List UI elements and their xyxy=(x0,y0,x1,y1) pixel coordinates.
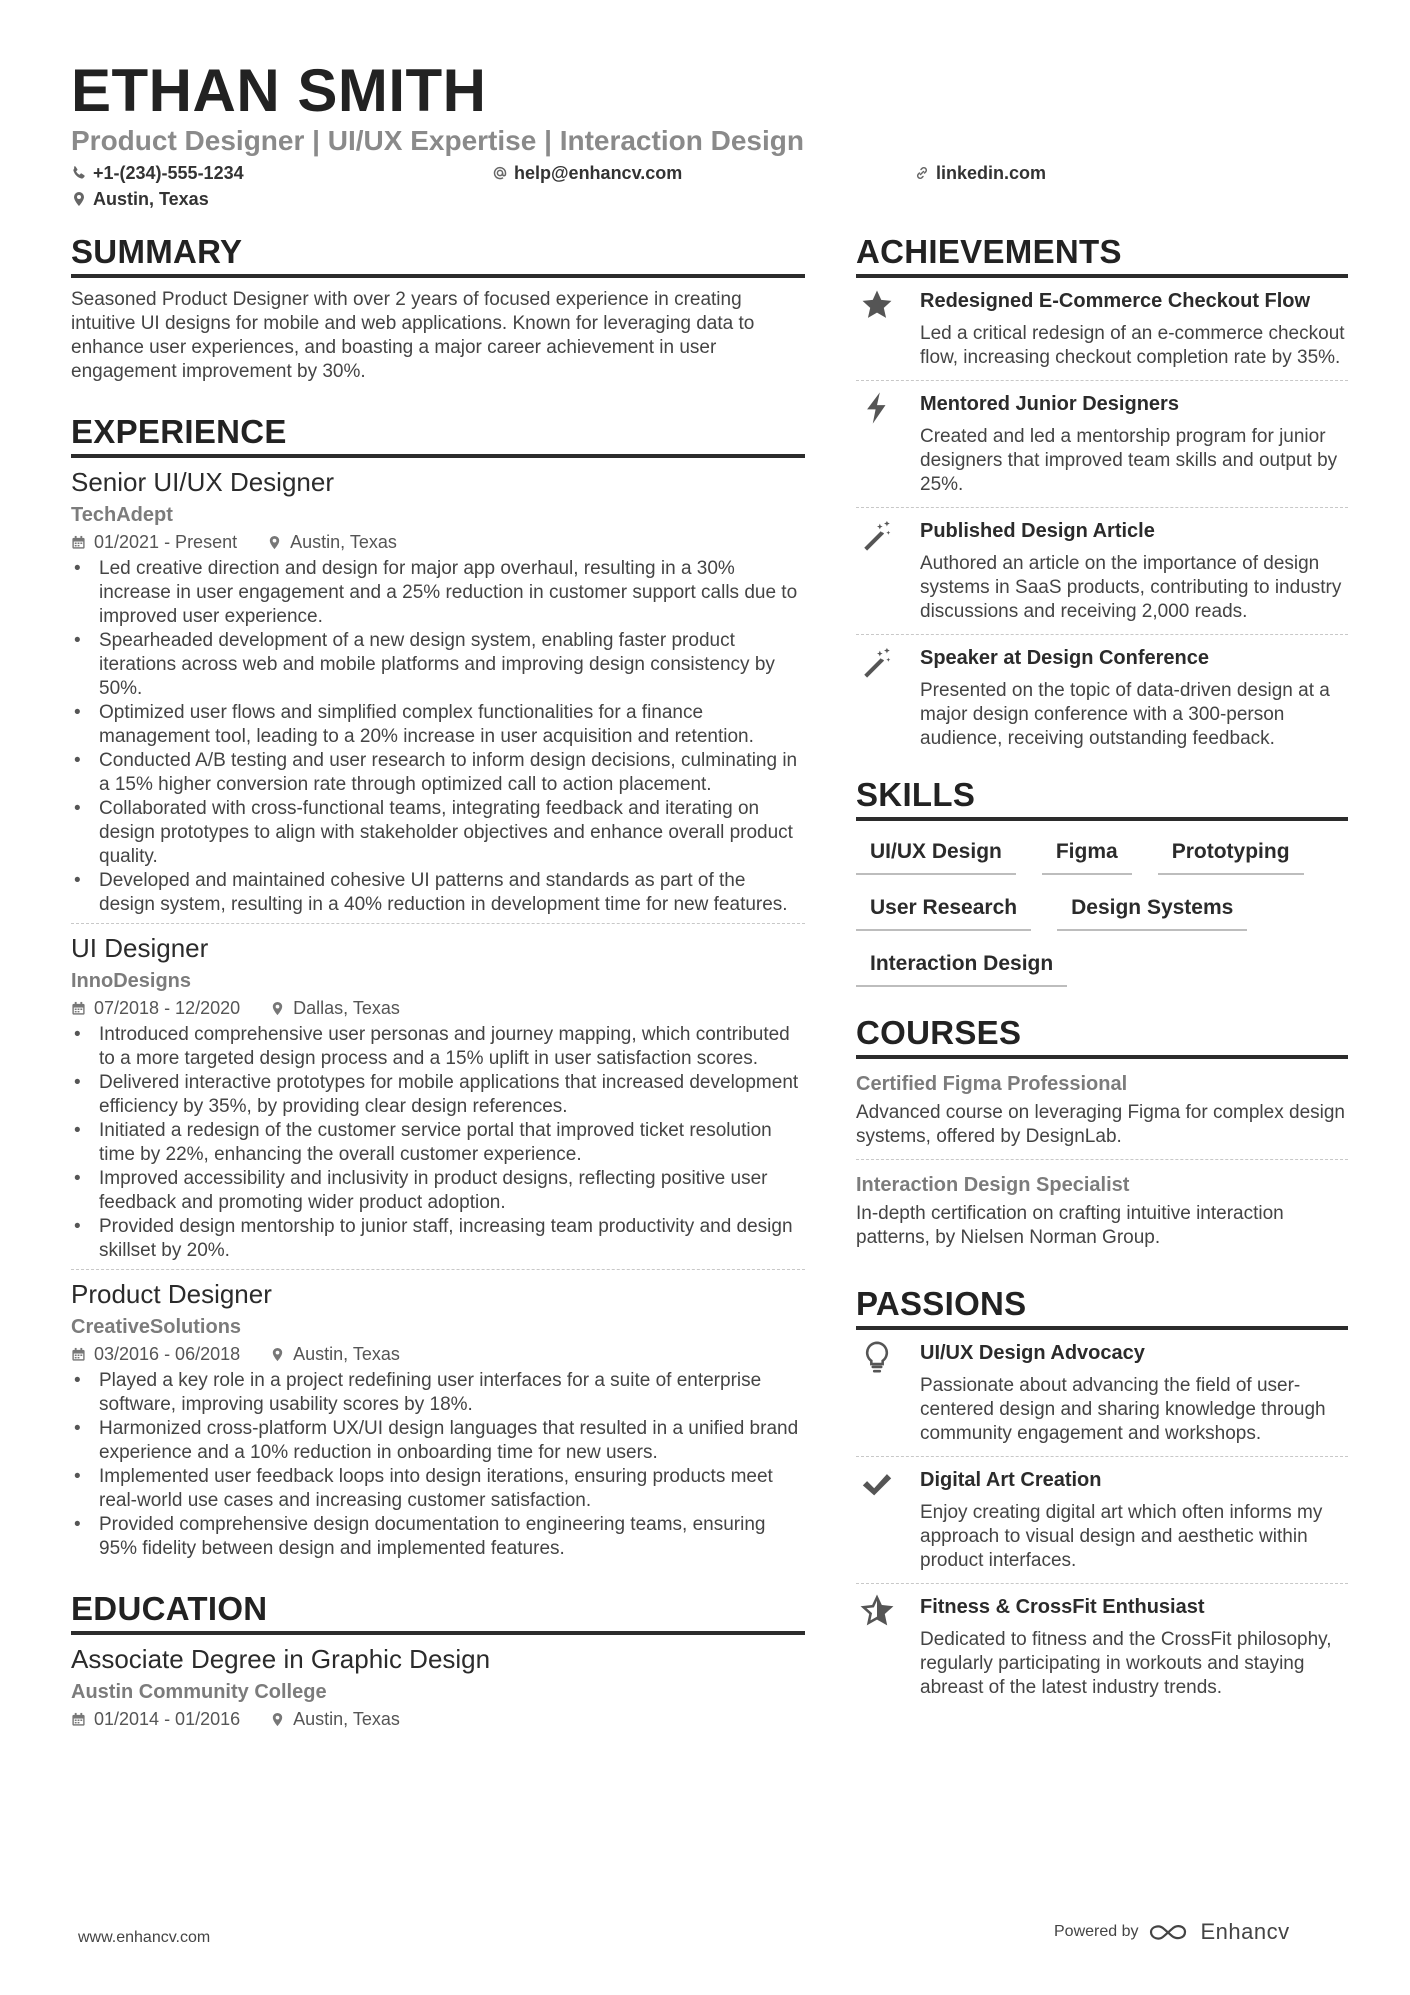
job-list xyxy=(71,466,805,1567)
job-bullet: • Harmonized cross-platform UX/UI design languages that resulted in a unified brand experience and a 10% reduction in onboarding time for new users. xyxy=(71,1417,805,1465)
skill-tag: Prototyping xyxy=(1158,831,1304,875)
skill-tag: Figma xyxy=(1042,831,1132,875)
achievement-title: Speaker at Design Conference xyxy=(920,647,1209,669)
contact-email xyxy=(492,161,682,185)
job-bullet: • Optimized user flows and simplified complex functionalities for a finance management tool, leading to a 20% increase in user acquisition and retention. xyxy=(71,701,805,749)
experience-section xyxy=(71,412,805,1567)
powered-by-text: Powered by xyxy=(1054,1923,1139,1940)
enhancv-logo-icon xyxy=(1149,1921,1195,1943)
experience-heading: EXPERIENCE xyxy=(71,412,805,458)
passion-desc: Passionate about advancing the field of user-centered design and sharing knowledge through community engagement and workshops. xyxy=(920,1375,1326,1444)
job-bullets xyxy=(71,1369,805,1561)
summary-heading: SUMMARY xyxy=(71,232,805,278)
job-bullet: • Conducted A/B testing and user research to inform design decisions, culminating in a 15% higher conversion rate through optimized call to action placement. xyxy=(71,749,805,797)
linkedin-text: linkedin.com xyxy=(936,163,1047,183)
calendar-icon xyxy=(71,535,86,550)
skill-tag: Interaction Design xyxy=(856,943,1067,987)
job-bullet: • Collaborated with cross-functional teams, integrating feedback and iterating on design prototypes to align with stakeholder objectives and enhance overall product quality. xyxy=(71,797,805,869)
company-name: InnoDesigns xyxy=(71,970,192,992)
achievement-body xyxy=(920,391,1348,497)
job-bullet: • Developed and maintained cohesive UI patterns and standards as part of the design system, resulting in a 40% reduction in development time for new features. xyxy=(71,869,805,917)
achievement-desc: Presented on the topic of data-driven design at a major design conference with a 300-person audience, receiving outstanding feedback. xyxy=(920,680,1330,749)
education-location-wrap xyxy=(270,1707,400,1731)
contact-linkedin xyxy=(914,161,1046,185)
skills-section xyxy=(856,775,1348,987)
passion-item xyxy=(856,1457,1348,1584)
phone-icon xyxy=(71,165,87,181)
link-icon xyxy=(914,165,930,181)
job-bullet: • Implemented user feedback loops into design iterations, ensuring products meet real-world use cases and increasing customer satisfaction. xyxy=(71,1465,805,1513)
achievement-item xyxy=(856,508,1348,635)
footer-website[interactable]: www.enhancv.com xyxy=(78,1929,211,1946)
education-dates: 01/2014 - 01/2016 xyxy=(94,1709,241,1729)
job-dates: 01/2021 - Present xyxy=(94,532,238,552)
location-pin-icon xyxy=(267,535,282,550)
achievements-heading: ACHIEVEMENTS xyxy=(856,232,1348,278)
brand-name: Enhancv xyxy=(1200,1919,1290,1944)
passion-item xyxy=(856,1584,1348,1710)
education-location: Austin, Texas xyxy=(293,1709,400,1729)
job-bullet: • Played a key role in a project redefining user interfaces for a suite of enterprise software, improving usability scores by 18%. xyxy=(71,1369,805,1417)
right-column xyxy=(856,232,1348,1710)
achievement-body xyxy=(920,288,1348,370)
location-text: Austin, Texas xyxy=(93,189,209,209)
job-location-wrap xyxy=(267,530,397,554)
contact-phone xyxy=(71,161,244,185)
achievement-desc: Authored an article on the importance of design systems in SaaS products, contributing to industry discussions and receiving 2,000 reads. xyxy=(920,553,1342,622)
passion-body xyxy=(920,1594,1348,1700)
job-title: UI Designer xyxy=(71,933,209,963)
calendar-icon xyxy=(71,1347,86,1362)
lightbulb-icon xyxy=(856,1340,920,1446)
email-text: help@enhancv.com xyxy=(514,163,683,183)
course-item xyxy=(856,1059,1348,1160)
job-entry xyxy=(71,466,805,924)
achievement-title: Published Design Article xyxy=(920,520,1155,542)
job-meta xyxy=(71,530,805,554)
achievement-title: Redesigned E-Commerce Checkout Flow xyxy=(920,290,1311,312)
lightning-icon xyxy=(856,391,920,497)
summary-section xyxy=(71,232,805,384)
candidate-subtitle: Product Designer | UI/UX Expertise | Interaction Design xyxy=(71,125,804,156)
course-title: Interaction Design Specialist xyxy=(856,1174,1130,1196)
location-pin-icon xyxy=(270,1001,285,1016)
job-bullet: • Provided comprehensive design documentation to engineering teams, ensuring 95% fidelity between design and implemented features. xyxy=(71,1513,805,1561)
job-bullets xyxy=(71,557,805,917)
achievement-body xyxy=(920,518,1348,624)
passion-item xyxy=(856,1330,1348,1457)
company-name: CreativeSolutions xyxy=(71,1316,242,1338)
footer-branding xyxy=(1054,1919,1290,1945)
course-item xyxy=(856,1160,1348,1260)
course-list xyxy=(856,1059,1348,1260)
left-column xyxy=(71,232,805,1731)
job-location: Dallas, Texas xyxy=(293,998,400,1018)
job-bullet: • Improved accessibility and inclusivity in product designs, reflecting positive user feedback and promoting wider product adoption. xyxy=(71,1167,805,1215)
job-bullets xyxy=(71,1023,805,1263)
passion-title: Digital Art Creation xyxy=(920,1469,1102,1491)
location-pin-icon xyxy=(71,191,87,207)
job-location: Austin, Texas xyxy=(290,532,397,552)
achievement-list xyxy=(856,278,1348,761)
skills-heading: SKILLS xyxy=(856,775,1348,821)
school-name: Austin Community College xyxy=(71,1681,327,1703)
job-entry xyxy=(71,1278,805,1567)
course-desc: In-depth certification on crafting intuitive interaction patterns, by Nielsen Norman Group. xyxy=(856,1203,1284,1248)
at-icon xyxy=(492,165,508,181)
passion-body xyxy=(920,1340,1348,1446)
achievements-section xyxy=(856,232,1348,761)
job-dates: 07/2018 - 12/2020 xyxy=(94,998,241,1018)
passion-desc: Enjoy creating digital art which often informs my approach to visual design and aesthetic within product interfaces. xyxy=(920,1502,1323,1571)
passions-section xyxy=(856,1284,1348,1710)
job-bullet: • Provided design mentorship to junior staff, increasing team productivity and design skillset by 20%. xyxy=(71,1215,805,1263)
passions-heading: PASSIONS xyxy=(856,1284,1348,1330)
summary-text: Seasoned Product Designer with over 2 years of focused experience in creating intuitive UI designs for mobile and web applications. Known for leveraging data to enhance user experiences, and boasting a major career achievement in user engagement improvement by 30%. xyxy=(71,289,755,382)
skill-tag: Design Systems xyxy=(1057,887,1247,931)
calendar-icon xyxy=(71,1712,86,1727)
degree-title: Associate Degree in Graphic Design xyxy=(71,1644,491,1674)
education-section xyxy=(71,1589,805,1731)
job-title: Product Designer xyxy=(71,1279,272,1309)
magic-wand-icon xyxy=(856,518,920,624)
contact-location xyxy=(71,187,209,211)
star-outline-icon xyxy=(856,1594,920,1700)
job-bullet: • Led creative direction and design for major app overhaul, resulting in a 30% increase in user engagement and a 25% reduction in customer support calls due to improved user experience. xyxy=(71,557,805,629)
magic-wand-icon xyxy=(856,645,920,751)
course-desc: Advanced course on leveraging Figma for complex design systems, offered by DesignLab. xyxy=(856,1102,1345,1147)
job-bullet: • Delivered interactive prototypes for mobile applications that increased development efficiency by 35%, by providing clear design references. xyxy=(71,1071,805,1119)
calendar-icon xyxy=(71,1001,86,1016)
passion-body xyxy=(920,1467,1348,1573)
job-dates: 03/2016 - 06/2018 xyxy=(94,1344,241,1364)
passion-title: Fitness & CrossFit Enthusiast xyxy=(920,1596,1205,1618)
courses-heading: COURSES xyxy=(856,1013,1348,1059)
job-meta xyxy=(71,1342,805,1366)
achievement-item xyxy=(856,278,1348,381)
location-pin-icon xyxy=(270,1347,285,1362)
achievement-body xyxy=(920,645,1348,751)
job-entry xyxy=(71,932,805,1270)
job-bullet: • Initiated a redesign of the customer service portal that improved ticket resolution time by 22%, enhancing the overall customer experience. xyxy=(71,1119,805,1167)
passion-list xyxy=(856,1330,1348,1710)
candidate-name: ETHAN SMITH xyxy=(71,57,487,124)
phone-text: +1-(234)-555-1234 xyxy=(93,163,244,183)
skill-tag: UI/UX Design xyxy=(856,831,1016,875)
education-meta xyxy=(71,1707,805,1731)
job-meta xyxy=(71,996,805,1020)
brand-logo xyxy=(1149,1919,1290,1945)
achievement-title: Mentored Junior Designers xyxy=(920,393,1179,415)
course-title: Certified Figma Professional xyxy=(856,1073,1128,1095)
job-location-wrap xyxy=(270,996,400,1020)
skill-tag: User Research xyxy=(856,887,1031,931)
job-title: Senior UI/UX Designer xyxy=(71,467,334,497)
job-location-wrap xyxy=(270,1342,400,1366)
achievement-item xyxy=(856,381,1348,508)
job-bullet: • Introduced comprehensive user personas and journey mapping, which contributed to a more targeted design process and a 15% uplift in user satisfaction scores. xyxy=(71,1023,805,1071)
location-pin-icon xyxy=(270,1712,285,1727)
achievement-desc: Created and led a mentorship program for junior designers that improved team skills and output by 25%. xyxy=(920,426,1338,495)
education-heading: EDUCATION xyxy=(71,1589,805,1635)
checkmark-icon xyxy=(856,1467,920,1573)
company-name: TechAdept xyxy=(71,504,173,526)
star-icon xyxy=(856,288,920,370)
job-bullet: • Spearheaded development of a new design system, enabling faster product iterations across web and mobile platforms and improving design consistency by 50%. xyxy=(71,629,805,701)
job-location: Austin, Texas xyxy=(293,1344,400,1364)
courses-section xyxy=(856,1013,1348,1260)
achievement-item xyxy=(856,635,1348,761)
passion-title: UI/UX Design Advocacy xyxy=(920,1342,1145,1364)
skill-list xyxy=(856,831,1348,987)
achievement-desc: Led a critical redesign of an e-commerce checkout flow, increasing checkout completion rate by 35%. xyxy=(920,323,1345,368)
passion-desc: Dedicated to fitness and the CrossFit philosophy, regularly participating in workouts and staying abreast of the latest industry trends. xyxy=(920,1629,1332,1698)
